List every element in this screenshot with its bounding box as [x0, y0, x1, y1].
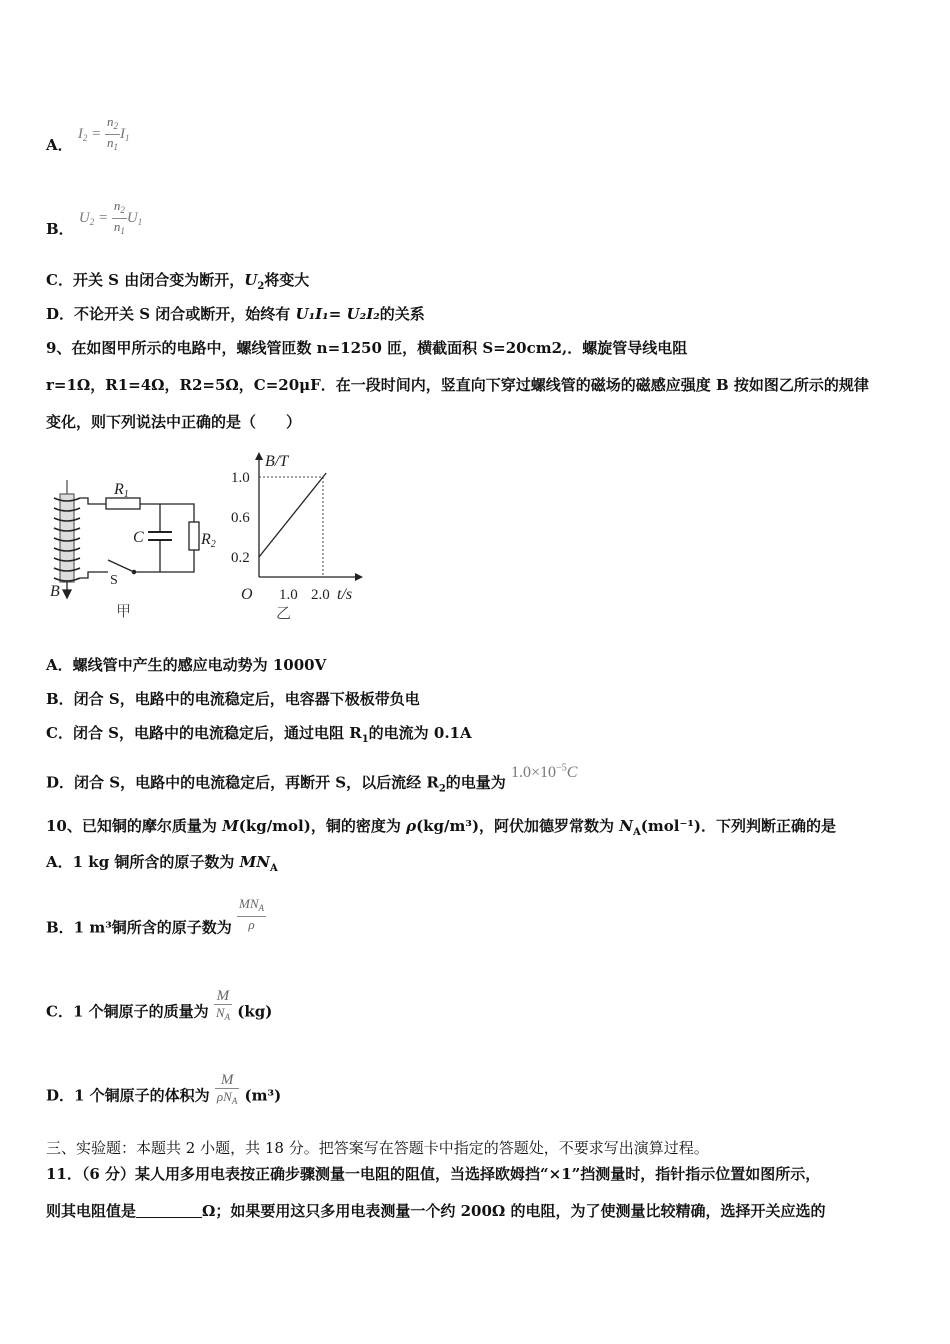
formula-eq: = — [91, 125, 102, 142]
q10-option-d-text: D．1 个铜原子的体积为 — [46, 1086, 210, 1105]
q9-option-b: B．闭合 S，电路中的电流稳定后，电容器下极板带负电 — [46, 690, 420, 708]
q10-option-c-text: C．1 个铜原子的质量为 — [46, 1002, 209, 1021]
b-field-arrow-icon — [63, 590, 71, 598]
label-r2-sub: 2 — [210, 539, 216, 550]
q10-stem-m: M — [222, 817, 239, 835]
frac-num: MN — [239, 896, 259, 911]
switch-contact — [132, 570, 135, 573]
q10-option-c — [46, 988, 273, 1031]
q9-option-d-sub: 2 — [438, 783, 446, 795]
q9-stem-line-2: r=1Ω，R1=4Ω，R2=5Ω，C=20μF．在一段时间内，竖直向下穿过螺线管的磁场的磁感应强度 B 按如图乙所示的规律 — [46, 376, 869, 394]
q10-stem-na-sub: A — [633, 827, 641, 838]
q11-line-1: 11．（6 分）某人用多用电表按正确步骤测量一电阻的阻值，当选择欧姆挡“×1”挡测量时，指针指示位置如图所示， — [46, 1165, 821, 1183]
q10-option-b-fraction — [237, 896, 266, 933]
q10-stem-text-2: (kg/mol)，铜的密度为 — [238, 817, 407, 835]
q11-line-2-text-2: Ω；如果要用这只多用电表测量一个约 200Ω 的电阻，为了使测量比较精确，选择开关应选的 — [202, 1202, 826, 1220]
wire-bottom-left — [80, 572, 108, 578]
frac-den: ρN — [216, 1089, 232, 1104]
q11-line-2 — [46, 1201, 825, 1221]
frac-den: N — [215, 1005, 225, 1020]
q10-option-b — [46, 896, 266, 947]
q10-option-d — [46, 1072, 282, 1115]
frac-den: n — [107, 135, 114, 150]
graph-caption: 乙 — [276, 604, 292, 622]
solenoid-core — [60, 494, 74, 582]
q8-option-d-equation: U₁I₁= U₂I₂ — [295, 305, 380, 323]
frac-num: n — [113, 198, 121, 213]
answer-blank[interactable] — [136, 1203, 202, 1218]
q10-option-c-unit: (kg) — [232, 1002, 273, 1021]
switch-s — [108, 560, 134, 572]
wire-top-right — [140, 504, 194, 522]
origin-label: O — [241, 586, 253, 603]
y-tick-label: 1.0 — [231, 470, 250, 486]
frac-den-sub: 1 — [113, 142, 118, 152]
q9-option-d-text-2: 的电量为 — [445, 773, 506, 792]
y-tick-label: 0.6 — [231, 510, 250, 526]
y-tick-label: 0.2 — [231, 550, 250, 566]
q9-figure — [44, 446, 374, 624]
label-r1-sub: 1 — [123, 489, 129, 500]
q10-option-d-unit: (m³) — [239, 1086, 282, 1105]
wire-top-left — [80, 498, 106, 504]
formula-fraction — [105, 114, 120, 155]
q10-option-d-fraction — [215, 1072, 239, 1109]
q8-option-d-text: D．不论开关 S 闭合或断开，始终有 — [46, 305, 296, 323]
q10-stem-text-1: 10、已知铜的摩尔质量为 — [46, 817, 223, 835]
q8-option-b-label: B． — [46, 219, 74, 238]
formula-lhs: I — [77, 125, 83, 142]
section-3-heading: 三、实验题：本题共 2 小题，共 18 分。把答案写在答题卡中指定的答题处，不要求写出演算过程。 — [46, 1139, 709, 1157]
q9-option-c-sub: 1 — [361, 734, 369, 745]
q9-option-a: A．螺线管中产生的感应电动势为 1000V — [46, 656, 327, 674]
resistor-r2 — [189, 522, 199, 550]
y-axis-label: B/T — [265, 453, 289, 470]
math-exponent: −5 — [556, 763, 567, 774]
q8-option-c-text-2: 将变大 — [264, 271, 310, 289]
frac-num: n — [107, 114, 114, 129]
label-c: C — [133, 529, 144, 546]
q10-option-a-var: MN — [239, 853, 270, 871]
frac-num-sub: 2 — [120, 205, 125, 215]
frac-num-sub: 2 — [113, 121, 118, 131]
q10-stem-rho: ρ — [406, 817, 417, 835]
math-unit: C — [566, 764, 578, 782]
x-axis-label: t/s — [337, 586, 353, 603]
q8-option-b-formula — [78, 198, 143, 236]
q8-option-c-var: U — [244, 271, 258, 289]
q8-option-d — [46, 304, 425, 324]
q9-option-d — [46, 763, 578, 799]
q9-option-c-text: C．闭合 S，电路中的电流稳定后，通过电阻 R — [46, 724, 362, 742]
math-base: 1.0×10 — [511, 764, 557, 782]
q8-option-a — [46, 114, 130, 167]
q10-stem-text-4: (mol⁻¹)．下列判断正确的是 — [640, 817, 837, 835]
x-tick-label: 2.0 — [311, 587, 330, 603]
wire-bottom-right — [134, 550, 194, 572]
q11-line-2-text: 则其电阻值是 — [46, 1202, 137, 1220]
x-tick-label: 1.0 — [279, 587, 298, 603]
label-b: B — [50, 583, 60, 600]
formula-lhs: U — [78, 209, 90, 226]
formula-rhs-sub: 1 — [137, 216, 143, 227]
frac-den: ρ — [248, 917, 255, 932]
q8-option-c-var-sub: 2 — [257, 281, 265, 292]
q8-option-c — [46, 270, 309, 297]
formula-lhs-sub: 2 — [89, 216, 95, 227]
q10-stem-na: N — [619, 817, 633, 835]
frac-den-sub: 1 — [120, 226, 125, 236]
q9-stem-line-3: 变化，则下列说法中正确的是（ ） — [46, 413, 302, 431]
q10-option-c-fraction — [214, 988, 232, 1025]
label-s: S — [110, 573, 118, 588]
q8-option-a-formula — [77, 114, 130, 152]
svg-text:R2 — [200, 531, 216, 550]
label-r1: R — [114, 481, 124, 498]
series-line-b — [259, 473, 326, 557]
formula-eq: = — [98, 209, 109, 226]
formula-rhs: U — [126, 209, 138, 226]
y-axis-arrow-icon — [255, 452, 263, 460]
frac-num-sub: A — [258, 903, 265, 913]
q8-option-d-text-2: 的关系 — [379, 305, 425, 323]
circuit-caption: 甲 — [116, 602, 132, 620]
frac-den-sub: A — [224, 1012, 231, 1022]
q9-option-d-math — [511, 764, 577, 781]
formula-lhs-sub: 2 — [82, 132, 88, 143]
formula-rhs-sub: 1 — [125, 132, 130, 143]
frac-num: M — [220, 1072, 234, 1088]
svg-text:R1 — [113, 481, 129, 500]
formula-rhs: I — [120, 125, 125, 142]
q9-option-d-text: D．闭合 S，电路中的电流稳定后，再断开 S，以后流经 R — [46, 773, 439, 792]
q10-option-b-text: B．1 m³铜所含的原子数为 — [46, 918, 232, 937]
frac-den-sub: A — [231, 1096, 238, 1106]
q10-stem-text-3: (kg/m³)，阿伏加德罗常数为 — [416, 817, 620, 835]
formula-fraction — [112, 198, 127, 239]
frac-num: M — [216, 988, 230, 1004]
q10-option-a-sub: A — [269, 863, 278, 874]
q8-option-c-text: C．开关 S 由闭合变为断开， — [46, 271, 245, 289]
q9-option-c-text-2: 的电流为 0.1A — [368, 724, 472, 742]
q8-option-b — [46, 198, 143, 251]
q10-option-a — [46, 852, 278, 879]
q9-stem-line-1: 9、在如图甲所示的电路中，螺线管匝数 n=1250 匝，横截面积 S=20cm2,．螺旋管导线电阻 — [46, 339, 688, 357]
x-axis-arrow-icon — [355, 573, 363, 581]
b-t-graph — [231, 452, 363, 603]
q10-option-a-text: A．1 kg 铜所含的原子数为 — [46, 853, 240, 871]
q9-option-c — [46, 723, 472, 750]
q8-option-a-label: A． — [46, 135, 73, 154]
frac-den: n — [113, 219, 121, 234]
label-r2: R — [201, 531, 211, 548]
q10-stem — [46, 816, 836, 843]
